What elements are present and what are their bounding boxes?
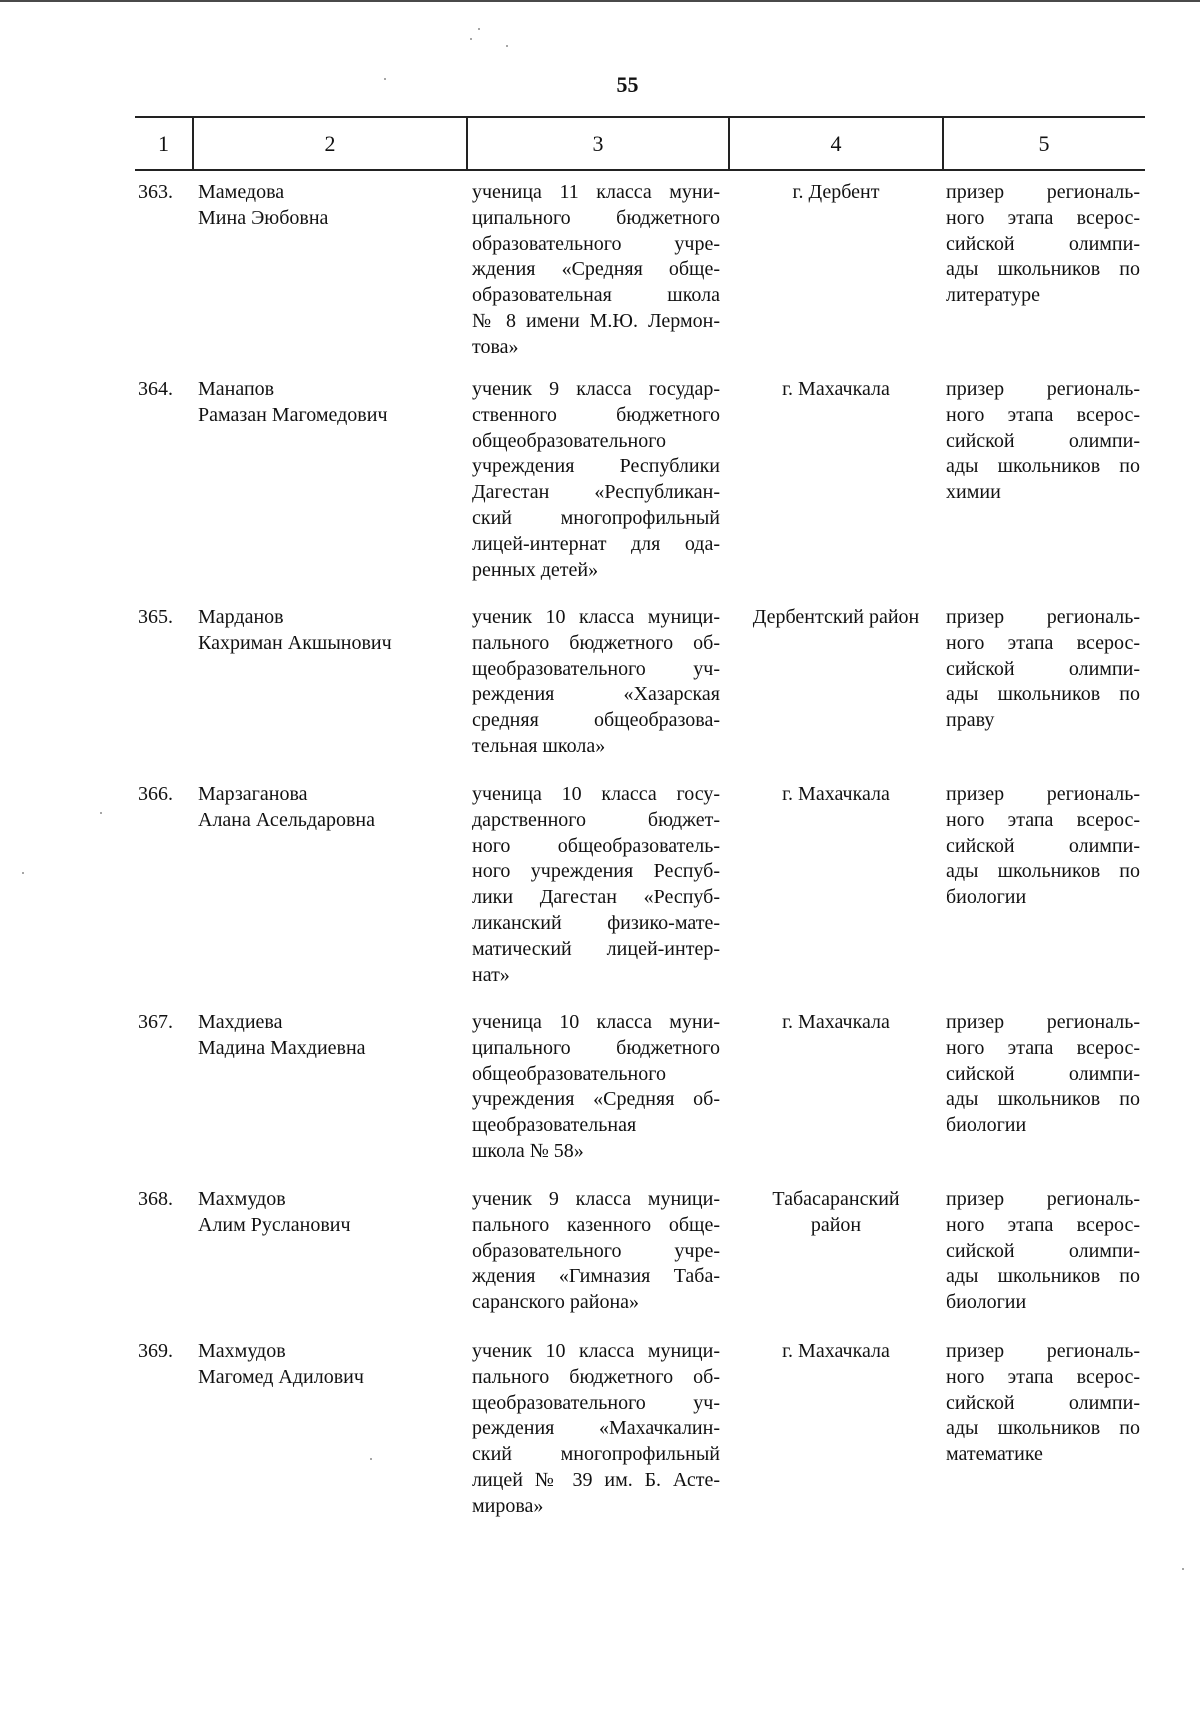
header-cell: 4 bbox=[830, 131, 842, 156]
text-line: Мина Эюбовна bbox=[198, 206, 329, 229]
text-line: призер региональ- bbox=[946, 1188, 1140, 1210]
entry-description bbox=[472, 1339, 720, 1520]
text-line: ного этапа всерос- bbox=[946, 1365, 1140, 1388]
entry-city bbox=[736, 1339, 936, 1365]
text-line: ский многопрофильный bbox=[472, 506, 720, 529]
text-line: лицей № 39 им. Б. Асте- bbox=[472, 1468, 720, 1491]
text-line: биологии bbox=[946, 1291, 1027, 1314]
text-line: образовательного учре- bbox=[472, 232, 720, 255]
text-line: ады школьников по bbox=[946, 1088, 1140, 1111]
text-line: ного этапа всерос- bbox=[946, 1213, 1140, 1236]
entry-city bbox=[736, 605, 936, 631]
text-line: ренных детей» bbox=[472, 558, 599, 581]
entry-city bbox=[736, 1187, 936, 1239]
text-line: сийской олимпи- bbox=[946, 1062, 1140, 1085]
text-line: г. Махачкала bbox=[782, 783, 890, 805]
text-line: дарственного бюджет- bbox=[472, 808, 720, 831]
header-cell: 1 bbox=[158, 131, 169, 156]
text-line: саранского района» bbox=[472, 1291, 640, 1314]
text-line: образовательная школа bbox=[472, 284, 720, 307]
header-cell: 3 bbox=[592, 131, 604, 156]
entry-name bbox=[198, 782, 448, 834]
text-line: ного общеобразователь- bbox=[472, 834, 720, 857]
text-line: Манапов bbox=[198, 378, 275, 400]
entry-status bbox=[946, 1339, 1140, 1468]
text-line: пального бюджетного об- bbox=[472, 1365, 720, 1388]
text-line: Кахриман Акшынович bbox=[198, 631, 392, 654]
text-line: Рамазан Магомедович bbox=[198, 403, 388, 426]
text-line: Табасаранский bbox=[772, 1188, 900, 1210]
text-line: тельная школа» bbox=[472, 734, 606, 757]
text-line: ады школьников по bbox=[946, 860, 1140, 883]
text-line: ский многопрофильный bbox=[472, 1443, 720, 1466]
text-line: това» bbox=[472, 335, 519, 358]
entry-description bbox=[472, 1010, 720, 1165]
text-line: ципального бюджетного bbox=[472, 206, 720, 229]
entry-status bbox=[946, 377, 1140, 506]
text-line: сийской олимпи- bbox=[946, 1391, 1140, 1414]
entry-description bbox=[472, 605, 720, 760]
scan-speck bbox=[1182, 1568, 1184, 1570]
entry-number: 368. bbox=[138, 1188, 173, 1210]
text-line: праву bbox=[946, 709, 995, 732]
text-line: биологии bbox=[946, 1114, 1027, 1137]
text-line: Алим Русланович bbox=[198, 1213, 351, 1236]
text-line: г. Дербент bbox=[792, 181, 880, 203]
text-line: реждения «Хазарская bbox=[472, 683, 720, 706]
text-line: ученик 9 класса муници- bbox=[472, 1188, 720, 1210]
text-line: химии bbox=[946, 481, 1001, 504]
text-line: Махдиева bbox=[198, 1011, 283, 1033]
text-line: матический лицей-интер- bbox=[472, 937, 720, 960]
text-line: ного учреждения Респуб- bbox=[472, 860, 720, 883]
text-line: ного этапа всерос- bbox=[946, 808, 1140, 831]
entry-description bbox=[472, 377, 720, 583]
text-line: призер региональ- bbox=[946, 606, 1140, 628]
entry-description bbox=[472, 180, 720, 361]
text-line: лики Дагестан «Респуб- bbox=[472, 886, 720, 909]
text-line: Магомед Адилович bbox=[198, 1365, 364, 1388]
text-line: сийской олимпи- bbox=[946, 429, 1140, 452]
scan-speck bbox=[506, 45, 508, 47]
entry-status bbox=[946, 1187, 1140, 1316]
entry-description bbox=[472, 782, 720, 988]
text-line: Марзаганова bbox=[198, 783, 308, 805]
text-line: район bbox=[810, 1213, 862, 1236]
text-line: сийской олимпи- bbox=[946, 1239, 1140, 1262]
header-cell: 5 bbox=[1038, 131, 1050, 156]
entry-number: 367. bbox=[138, 1011, 173, 1033]
text-line: реждения «Махачкалин- bbox=[472, 1417, 720, 1440]
text-line: ученик 10 класса муници- bbox=[472, 1340, 720, 1362]
entry-city bbox=[736, 782, 936, 808]
text-line: Марданов bbox=[198, 606, 284, 628]
text-line: литературе bbox=[946, 284, 1041, 307]
text-line: призер региональ- bbox=[946, 181, 1140, 203]
text-line: ученик 10 класса муници- bbox=[472, 606, 720, 628]
text-line: учреждения Республики bbox=[472, 455, 720, 478]
text-line: Мадина Махдиевна bbox=[198, 1036, 366, 1059]
text-line: ученица 10 класса госу- bbox=[472, 783, 720, 805]
entry-name bbox=[198, 377, 448, 429]
entry-name bbox=[198, 1010, 448, 1062]
text-line: № 8 имени М.Ю. Лермон- bbox=[472, 309, 720, 332]
text-line: пального бюджетного об- bbox=[472, 631, 720, 654]
entry-number: 369. bbox=[138, 1340, 173, 1362]
page-number: 55 bbox=[616, 72, 639, 97]
text-line: призер региональ- bbox=[946, 1340, 1140, 1362]
scan-speck bbox=[470, 38, 472, 40]
scan-speck bbox=[370, 1458, 372, 1460]
text-line: лицей-интернат для ода- bbox=[472, 532, 720, 555]
text-line: ады школьников по bbox=[946, 1265, 1140, 1288]
text-line: сийской олимпи- bbox=[946, 232, 1140, 255]
entry-number: 366. bbox=[138, 783, 173, 805]
text-line: г. Махачкала bbox=[782, 1011, 890, 1033]
entry-city bbox=[736, 377, 936, 403]
text-line: ного этапа всерос- bbox=[946, 1036, 1140, 1059]
entry-status bbox=[946, 782, 1140, 911]
text-line: ного этапа всерос- bbox=[946, 206, 1140, 229]
entry-number: 365. bbox=[138, 606, 173, 628]
text-line: щеобразовательная bbox=[472, 1114, 637, 1137]
text-line: образовательного учре- bbox=[472, 1239, 720, 1262]
text-line: ады школьников по bbox=[946, 455, 1140, 478]
text-line: ждения «Средняя обще- bbox=[472, 258, 720, 281]
entry-number: 363. bbox=[138, 181, 173, 203]
scan-speck bbox=[22, 872, 24, 874]
text-line: г. Махачкала bbox=[782, 1340, 890, 1362]
text-line: Мамедова bbox=[198, 181, 285, 203]
scan-speck bbox=[100, 812, 102, 814]
text-line: Дагестан «Республикан- bbox=[472, 481, 720, 504]
text-line: учреждения «Средняя об- bbox=[472, 1088, 720, 1111]
text-line: пального казенного обще- bbox=[472, 1213, 720, 1236]
text-line: ады школьников по bbox=[946, 1417, 1140, 1440]
text-line: средняя общеобразова- bbox=[472, 709, 720, 732]
text-line: ного этапа всерос- bbox=[946, 403, 1140, 426]
text-line: ликанский физико-мате- bbox=[472, 911, 720, 934]
text-line: г. Махачкала bbox=[782, 378, 890, 400]
text-line: Махмудов bbox=[198, 1340, 286, 1362]
text-line: ципального бюджетного bbox=[472, 1036, 720, 1059]
entry-city bbox=[736, 180, 936, 206]
text-line: общеобразовательного bbox=[472, 1062, 666, 1085]
entry-status bbox=[946, 605, 1140, 734]
entry-status bbox=[946, 180, 1140, 309]
entry-status bbox=[946, 1010, 1140, 1139]
text-line: общеобразовательного bbox=[472, 429, 666, 452]
text-line: Дербентский район bbox=[752, 606, 920, 628]
text-line: ады школьников по bbox=[946, 258, 1140, 281]
header-cell: 2 bbox=[324, 131, 336, 156]
entry-name bbox=[198, 605, 448, 657]
text-line: ученица 10 класса муни- bbox=[472, 1011, 720, 1033]
text-line: Махмудов bbox=[198, 1188, 286, 1210]
text-line: призер региональ- bbox=[946, 1011, 1140, 1033]
text-line: призер региональ- bbox=[946, 378, 1140, 400]
text-line: ного этапа всерос- bbox=[946, 631, 1140, 654]
text-line: ученица 11 класса муни- bbox=[472, 181, 720, 203]
text-line: ады школьников по bbox=[946, 683, 1140, 706]
text-line: нат» bbox=[472, 963, 510, 986]
text-line: призер региональ- bbox=[946, 783, 1140, 805]
entry-number: 364. bbox=[138, 378, 173, 400]
text-line: ученик 9 класса государ- bbox=[472, 378, 720, 400]
text-line: ждения «Гимназия Таба- bbox=[472, 1265, 720, 1288]
text-line: ственного бюджетного bbox=[472, 403, 720, 426]
text-line: биологии bbox=[946, 886, 1027, 909]
entry-city bbox=[736, 1010, 936, 1036]
text-line: мирова» bbox=[472, 1494, 544, 1517]
text-line: сийской олимпи- bbox=[946, 657, 1140, 680]
scan-speck bbox=[478, 28, 480, 30]
text-line: щеобразовательного уч- bbox=[472, 657, 720, 680]
text-line: математике bbox=[946, 1443, 1043, 1466]
scan-top-edge bbox=[0, 0, 1200, 2]
entry-name bbox=[198, 1339, 448, 1391]
entry-name bbox=[198, 1187, 448, 1239]
text-line: школа № 58» bbox=[472, 1139, 584, 1162]
entry-description bbox=[472, 1187, 720, 1316]
text-line: щеобразовательного уч- bbox=[472, 1391, 720, 1414]
entry-name bbox=[198, 180, 448, 232]
text-line: сийской олимпи- bbox=[946, 834, 1140, 857]
text-line: Алана Асельдаровна bbox=[198, 808, 376, 831]
